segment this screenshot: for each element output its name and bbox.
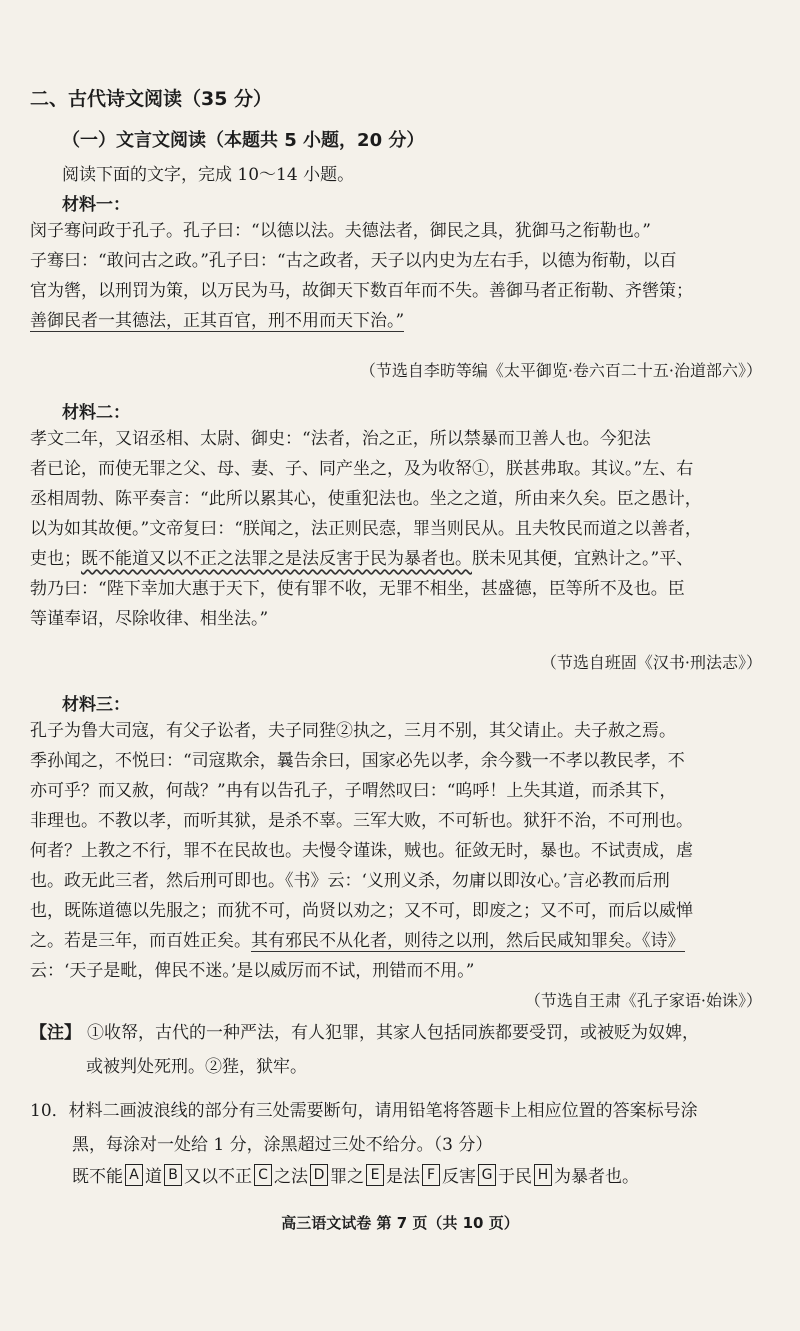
section-title: 二、古代诗文阅读（35 分）	[30, 88, 273, 110]
material1-source: （节选自李昉等编《太平御览·卷六百二十五·治道部六》）	[359, 361, 762, 380]
sentence-break-options	[72, 1162, 639, 1187]
subsection-title: （一）文言文阅读（本题共 5 小题，20 分）	[62, 130, 425, 151]
text-line: 以为如其故便。”文帝复曰：“朕闻之，法正则民悫，罪当则民从。且夫牧民而道之以善者，	[30, 519, 702, 539]
text-line: 非理也。不教以孝，而听其狱，是杀不辜。三军大败，不可斩也。狱犴不治，不可刑也。	[30, 811, 693, 831]
option-box-d[interactable]: D	[310, 1164, 328, 1186]
text-line: 季孙闻之，不悦曰：“司寇欺余，曩告余曰，国家必先以孝，余今戮一不孝以教民孝，不	[30, 751, 685, 771]
text-line: 丞相周勃、陈平奏言：“此所以累其心，使重犯法也。坐之之道，所由来久矣。臣之愚计，	[30, 489, 702, 509]
text-line: 孝文二年，又诏丞相、太尉、御史：“法者，治之正，所以禁暴而卫善人也。今犯法	[30, 429, 651, 449]
text-line: 勃乃曰：“陛下幸加大惠于天下，使有罪不收，无罪不相坐，甚盛德，臣等所不及也。臣	[30, 579, 685, 599]
option-box-h[interactable]: H	[534, 1164, 552, 1186]
segment-text: 既不能	[72, 1167, 123, 1187]
question-text: 黑，每涂对一处给 1 分，涂黑超过三处不给分。（3 分）	[72, 1135, 493, 1155]
text-segment: 朕未见其便，宜熟计之。”平、	[472, 549, 694, 569]
text-line: 何者？上教之不行，罪不在民故也。夫慢令谨诛，贼也。征敛无时，暴也。不试责成，虐	[30, 841, 693, 861]
underlined-sentence: 善御民者一其德法，正其百官，刑不用而天下治。”	[30, 311, 405, 331]
segment-text: 于民	[498, 1167, 532, 1187]
option-box-e[interactable]: E	[366, 1164, 384, 1186]
note-tag: 【注】	[30, 1023, 81, 1043]
text-line: 亦可乎？而又赦，何哉？”冉有以告孔子，子喟然叹曰：“呜呼！上失其道，而杀其下，	[30, 781, 677, 801]
segment-text: 道	[145, 1167, 162, 1187]
material3-source: （节选自王肃《孔子家语·始诛》）	[524, 991, 762, 1010]
text-segment: 吏也；	[30, 549, 81, 569]
material2-text	[30, 424, 702, 634]
segment-text: 罪之	[330, 1167, 364, 1187]
segment-text: 反害	[442, 1167, 476, 1187]
text-line: 也，既陈道德以先服之；而犹不可，尚贤以劝之；又不可，即废之；又不可，而后以威惮	[30, 901, 693, 921]
material1-text	[30, 216, 693, 336]
question-number: 10．	[30, 1101, 69, 1121]
option-box-f[interactable]: F	[422, 1164, 440, 1186]
text-line: 官为辔，以刑罚为策，以万民为马，故御天下数百年而不失。善御马者正衔勒、齐辔策；	[30, 281, 693, 301]
text-line: 等谨奉诏，尽除收律、相坐法。”	[30, 609, 269, 629]
page-footer: 高三语文试卷 第 7 页（共 10 页）	[281, 1214, 519, 1232]
option-box-a[interactable]: A	[125, 1164, 143, 1186]
wavy-underlined-sentence: 既不能道又以不正之法罪之是法反害于民为暴者也。	[81, 549, 472, 569]
material2-label: 材料二：	[62, 403, 130, 423]
question-10	[30, 1094, 698, 1162]
text-line: 子骞曰：“敢问古之政。”孔子曰：“古之政者，天子以内史为左右手，以德为衔勒，以百	[30, 251, 677, 271]
text-segment: 之。若是三年，而百姓正矣。	[30, 931, 251, 951]
text-line: 闵子骞问政于孔子。孔子曰：“以德以法。夫德法者，御民之具，犹御马之衔勒也。”	[30, 221, 651, 241]
segment-text: 之法	[274, 1167, 308, 1187]
text-segment: 《诗》	[642, 931, 685, 951]
option-box-c[interactable]: C	[254, 1164, 272, 1186]
text-line: 者已论，而使无罪之父、母、妻、子、同产坐之，及为收帑①，朕甚弗取。其议。”左、右	[30, 459, 694, 479]
note-line: ①收帑，古代的一种严法，有人犯罪，其家人包括同族都要受罚，或被贬为奴婢，	[87, 1023, 699, 1043]
material2-source: （节选自班固《汉书·刑法志》）	[540, 653, 762, 672]
question-text: 材料二画波浪线的部分有三处需要断句，请用铅笔将答题卡上相应位置的答案标号涂	[68, 1101, 698, 1121]
option-box-g[interactable]: G	[478, 1164, 496, 1186]
option-box-b[interactable]: B	[164, 1164, 182, 1186]
segment-text: 又以不正	[184, 1167, 252, 1187]
note-line: 或被判处死刑。②狴，狱牢。	[86, 1057, 307, 1077]
instruction: 阅读下面的文字，完成 10～14 小题。	[62, 165, 355, 185]
material1-label: 材料一：	[62, 195, 130, 215]
underlined-sentence: 其有邪民不从化者，则待之以刑，然后民咸知罪矣。	[251, 931, 642, 951]
material3-text	[30, 716, 693, 986]
segment-text: 为暴者也。	[554, 1167, 639, 1187]
footnote	[30, 1016, 699, 1084]
text-line: 孔子为鲁大司寇，有父子讼者，夫子同狴②执之，三月不别，其父请止。夫子赦之焉。	[30, 721, 676, 741]
text-line: 云：‘天子是毗，俾民不迷。’是以威厉而不试，刑错而不用。”	[30, 961, 475, 981]
text-line: 也。政无此三者，然后刑可即也。《书》云：‘义刑义杀，勿庸以即汝心。’言必教而后刑	[30, 871, 670, 891]
segment-text: 是法	[386, 1167, 420, 1187]
material3-label: 材料三：	[62, 695, 130, 715]
